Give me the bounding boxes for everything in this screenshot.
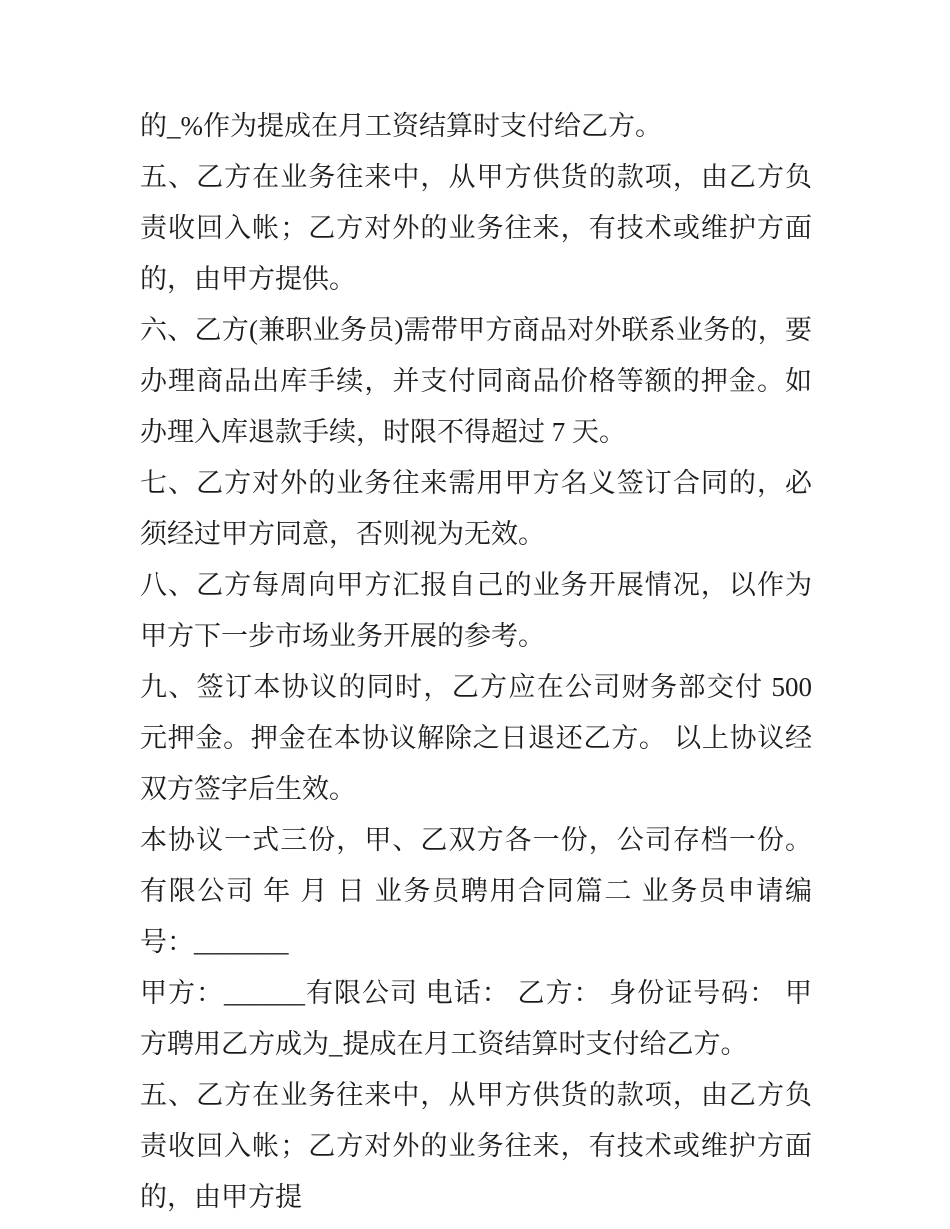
paragraph-party-info: 甲方：______有限公司 电话： 乙方： 身份证号码： 甲方聘用乙方成为_提成在月工资结算时支付给乙方。	[140, 978, 812, 1059]
paragraph-clause-5: 五、乙方在业务往来中，从甲方供货的款项，由乙方负责收回入帐；乙方对外的业务往来，有技术或维护方面的，由甲方提供。	[140, 162, 812, 294]
paragraph-copies-and-signature: 本协议一式三份，甲、乙双方各一份，公司存档一份。 有限公司 年 月 日 业务员聘用合同篇二 业务员申请编号：_______	[140, 825, 812, 957]
paragraph-clause-8: 八、乙方每周向甲方汇报自己的业务开展情况，以作为甲方下一步市场业务开展的参考。	[140, 570, 812, 651]
paragraph-clause-9: 九、签订本协议的同时，乙方应在公司财务部交付 500 元押金。押金在本协议解除之日退还乙方。 以上协议经双方签字后生效。	[140, 672, 812, 804]
contract-text-block	[140, 101, 812, 1223]
paragraph-commission-clause: 的_%作为提成在月工资结算时支付给乙方。	[140, 111, 662, 141]
paragraph-clause-6: 六、乙方(兼职业务员)需带甲方商品对外联系业务的，要办理商品出库手续，并支付同商品价格等额的押金。如办理入库退款手续，时限不得超过 7 天。	[140, 315, 812, 447]
paragraph-clause-7: 七、乙方对外的业务往来需用甲方名义签订合同的，必须经过甲方同意，否则视为无效。	[140, 468, 812, 549]
paragraph-clause-5-repeat: 五、乙方在业务往来中，从甲方供货的款项，由乙方负责收回入帐；乙方对外的业务往来，有技术或维护方面的，由甲方提	[140, 1080, 812, 1212]
